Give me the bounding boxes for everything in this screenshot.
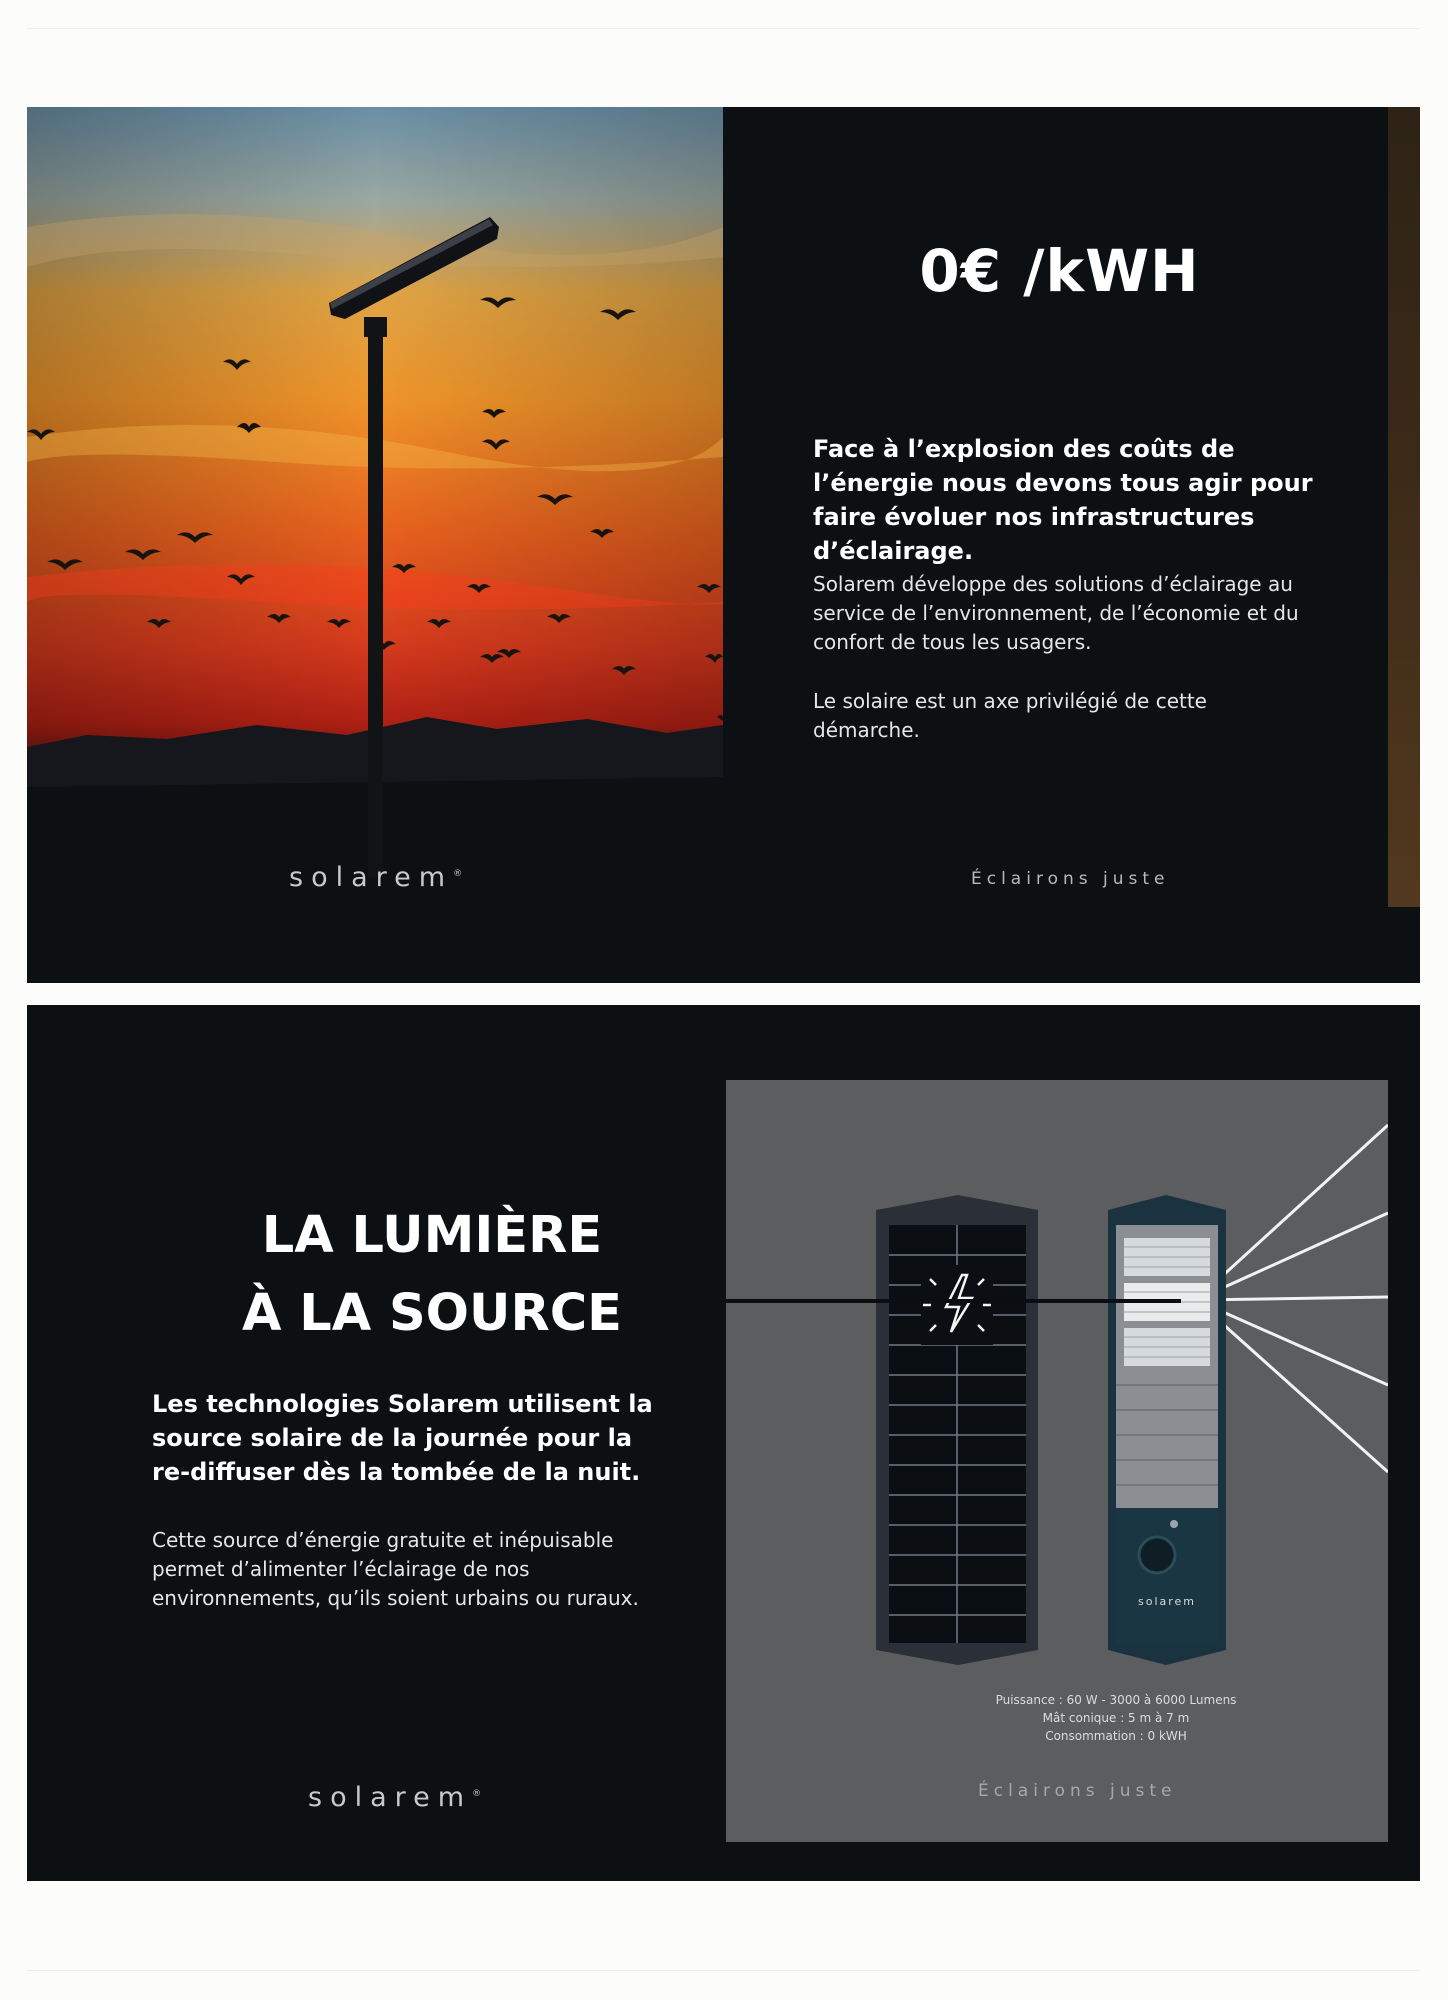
lead-text: Les technologies Solarem utilisent la source solaire de la journée pour la re-diffuser dès la tombée de la nuit.: [152, 1390, 653, 1486]
product-logo: solarem: [1137, 1595, 1197, 1608]
sunset-street-lamp-photo: [27, 107, 723, 877]
spec-power: Puissance : 60 W - 3000 à 6000 Lumens: [995, 1693, 1237, 1707]
lead-text: Face à l’explosion des coûts de l’énergie nous devons tous agir pour faire évoluer nos infrastructures d’éclairage.: [813, 435, 1313, 565]
edge-photo-strip: [1388, 107, 1420, 907]
tagline: Éclairons juste: [978, 1781, 1177, 1801]
price-heading: 0€ /kWH: [919, 237, 1200, 305]
solar-panel-front: [876, 1195, 1038, 1665]
title-line-2: À LA SOURCE: [242, 1284, 622, 1343]
slide-light-source: [27, 1005, 1420, 1881]
title-line-1: LA LUMIÈRE: [261, 1206, 603, 1265]
tagline: Éclairons juste: [971, 869, 1170, 889]
paragraph-solutions: Solarem développe des solutions d’éclairage au service de l’environnement, de l’économie et du confort de tous les usagers.: [813, 572, 1299, 654]
paragraph-solar: Le solaire est un axe privilégié de cette démarche.: [813, 689, 1207, 742]
top-rule: [27, 28, 1420, 29]
product-specs: [866, 1691, 1366, 1745]
spec-consumption: Consommation : 0 kWH: [1045, 1729, 1187, 1743]
solarem-logo: solarem®: [289, 862, 463, 893]
product-panel: [726, 1080, 1388, 1842]
slide-zero-cost: [27, 107, 1420, 983]
spec-mast: Mât conique : 5 m à 7 m: [1042, 1711, 1190, 1725]
solarem-logo: solarem®: [308, 1782, 482, 1813]
bottom-rule: [27, 1970, 1420, 1971]
paragraph-energy: Cette source d’énergie gratuite et inépuisable permet d’alimenter l’éclairage de nos environnements, qu’ils soient urbains ou ruraux.: [152, 1528, 639, 1610]
slide-title: [117, 1197, 747, 1353]
